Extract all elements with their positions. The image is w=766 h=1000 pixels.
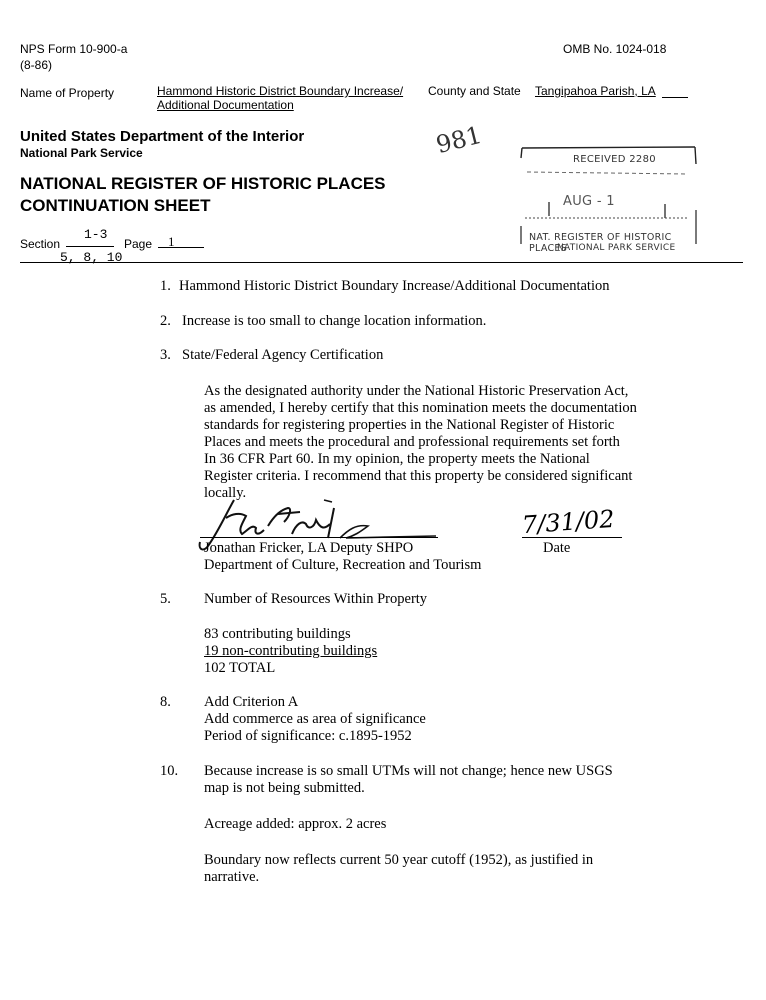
cert-line-7: locally.: [204, 485, 247, 501]
item-10-line-2: map is not being submitted.: [204, 780, 365, 796]
stamp-line4: NATIONAL PARK SERVICE: [557, 243, 676, 253]
stamp-line2: AUG - 1: [563, 194, 615, 209]
item-8-line-2: Add commerce as area of significance: [204, 711, 426, 727]
boundary-line-1: Boundary now reflects current 50 year cutoff (1952), as justified in: [204, 852, 594, 868]
item-3-number: 3.: [160, 347, 171, 363]
signer-department: Department of Culture, Recreation and Tourism: [204, 557, 482, 573]
signature-date: 7/31/02: [521, 504, 616, 540]
signer-name: Jonathan Fricker, LA Deputy SHPO: [204, 540, 414, 556]
date-label: Date: [543, 540, 571, 556]
sheet-title-line1: NATIONAL REGISTER OF HISTORIC PLACES: [20, 174, 386, 193]
section-underline: [66, 246, 114, 247]
page-value: 1: [168, 234, 175, 249]
item-5-text: Number of Resources Within Property: [204, 591, 428, 607]
property-name-line2: Additional Documentation: [157, 98, 294, 112]
county-state-value: Tangipahoa Parish, LA: [535, 84, 656, 98]
item-1-number: 1.: [160, 278, 171, 294]
page-underline: [158, 247, 204, 248]
header-divider: [20, 262, 743, 263]
name-of-property-label: Name of Property: [20, 86, 115, 100]
non-contributing-count: 19 non-contributing buildings: [204, 643, 378, 659]
received-stamp: [519, 144, 697, 256]
county-state-underline-ext: [662, 97, 688, 98]
item-5-number: 5.: [160, 591, 171, 607]
section-value: 1-3: [84, 227, 108, 242]
cert-line-4: Places and meets the procedural and professional requirements set forth: [204, 434, 620, 450]
cert-line-1: As the designated authority under the National Historic Preservation Act,: [204, 383, 629, 399]
signature-line: [200, 537, 438, 538]
item-2-text: Increase is too small to change location information.: [182, 313, 487, 329]
cert-line-5: In 36 CFR Part 60. In my opinion, the property meets the National: [204, 451, 590, 467]
stamp-line3: NAT. REGISTER OF HISTORIC PLACES: [529, 232, 672, 254]
item-8-line-3: Period of significance: c.1895-1952: [204, 728, 412, 744]
form-date: (8-86): [20, 58, 53, 72]
item-1-text: Hammond Historic District Boundary Increase/Additional Documentation: [179, 278, 610, 294]
cert-line-3: standards for registering properties in the National Register of Historic: [204, 417, 615, 433]
total-count: 102 TOTAL: [204, 660, 276, 676]
acreage-added: Acreage added: approx. 2 acres: [204, 816, 387, 832]
form-id: NPS Form 10-900-a: [20, 42, 128, 56]
section-value-2: 5, 8, 10: [60, 250, 123, 265]
cert-line-2: as amended, I hereby certify that this nomination meets the documentation: [204, 400, 637, 416]
county-state-label: County and State: [428, 84, 521, 98]
item-10-line-1: Because increase is so small UTMs will not change; hence new USGS: [204, 763, 613, 779]
contributing-count: 83 contributing buildings: [204, 626, 351, 642]
date-line: [522, 537, 622, 538]
page-label: Page: [124, 237, 153, 251]
handwritten-number: 981: [433, 120, 485, 160]
boundary-line-2: narrative.: [204, 869, 260, 885]
section-label: Section: [20, 237, 61, 251]
item-8-number: 8.: [160, 694, 171, 710]
property-name-line1: Hammond Historic District Boundary Increase/: [157, 84, 404, 98]
item-2-number: 2.: [160, 313, 171, 329]
item-8-line-1: Add Criterion A: [204, 694, 299, 710]
service-name: National Park Service: [20, 146, 143, 160]
omb-number: OMB No. 1024-018: [563, 42, 667, 56]
stamp-line1: RECEIVED 2280: [573, 154, 656, 165]
sheet-title-line2: CONTINUATION SHEET: [20, 196, 211, 215]
cert-line-6: Register criteria. I recommend that this property be considered significant: [204, 468, 633, 484]
department-name: United States Department of the Interior: [20, 128, 305, 145]
item-3-text: State/Federal Agency Certification: [182, 347, 384, 363]
item-10-number: 10.: [160, 763, 179, 779]
